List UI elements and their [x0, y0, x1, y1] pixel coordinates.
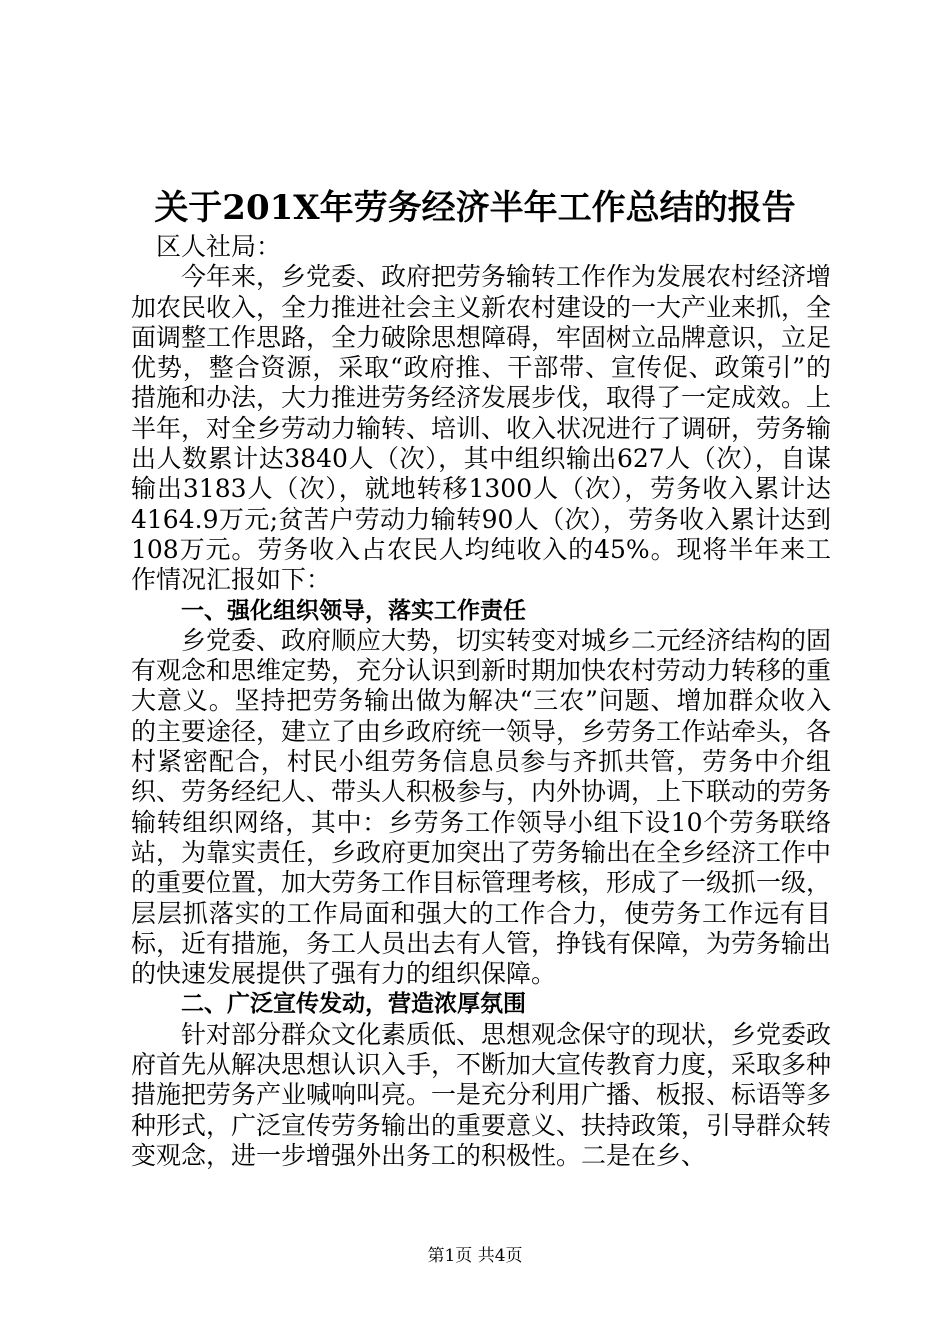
page-number: 第1页 共4页: [427, 1246, 523, 1266]
salutation: 区人社局：: [156, 232, 282, 261]
section-paragraph-2: 针对部分群众文化素质低、思想观念保守的现状，乡党委政府首先从解决思想认识入手，不断加大宣传教育力度，采取多种措施把劳务产业喊响叫亮。一是充分利用广播、板报、标语等多种形式，广泛宣传劳务输出的重要意义、扶持政策，引导群众转变观念，进一步增强外出务工的积极性。二是在乡、: [131, 1019, 832, 1170]
document-body: [131, 232, 831, 1171]
section-heading-2: 二、广泛宣传发动，营造浓厚氛围: [181, 991, 526, 1018]
document-title: 关于201X年劳务经济半年工作总结的报告: [154, 188, 796, 228]
section-heading-1: 一、强化组织领导，落实工作责任: [181, 597, 526, 624]
section-paragraph-1: 乡党委、政府顺应大势，切实转变对城乡二元经济结构的固有观念和思维定势，充分认识到新时期加快农村劳动力转移的重大意义。坚持把劳务输出做为解决“三农”问题、增加群众收入的主要途径，建立了由乡政府统一领导，乡劳务工作站牵头，各村紧密配合，村民小组劳务信息员参与齐抓共管，劳务中介组织、劳务经纪人、带头人积极参与，内外协调，上下联动的劳务输转组织网络，其中：乡劳务工作领导小组下设10个劳务联络站，为靠实责任，乡政府更加突出了劳务输出在全乡经济工作中的重要位置，加大劳务工作目标管理考核，形成了一级抓一级，层层抓落实的工作局面和强大的工作合力，使劳务工作远有目标，近有措施，务工人员出去有人管，挣钱有保障，为劳务输出的快速发展提供了强有力的组织保障。: [131, 625, 832, 989]
intro-paragraph: 今年来，乡党委、政府把劳务输转工作作为发展农村经济增加农民收入，全力推进社会主义新农村建设的一大产业来抓，全面调整工作思路，全力破除思想障碍，牢固树立品牌意识，立足优势，整合资源，采取“政府推、干部带、宣传促、政策引”的措施和办法，大力推进劳务经济发展步伐，取得了一定成效。上半年，对全乡劳动力输转、培训、收入状况进行了调研，劳务输出人数累计达3840人（次），其中组织输出627人（次），自谋输出3183人（次），就地转移1300人（次），劳务收入累计达4164.9万元;贫苦户劳动力输转90人（次），劳务收入累计达到108万元。劳务收入占农民人均纯收入的45%。现将半年来工作情况汇报如下：: [131, 262, 832, 595]
